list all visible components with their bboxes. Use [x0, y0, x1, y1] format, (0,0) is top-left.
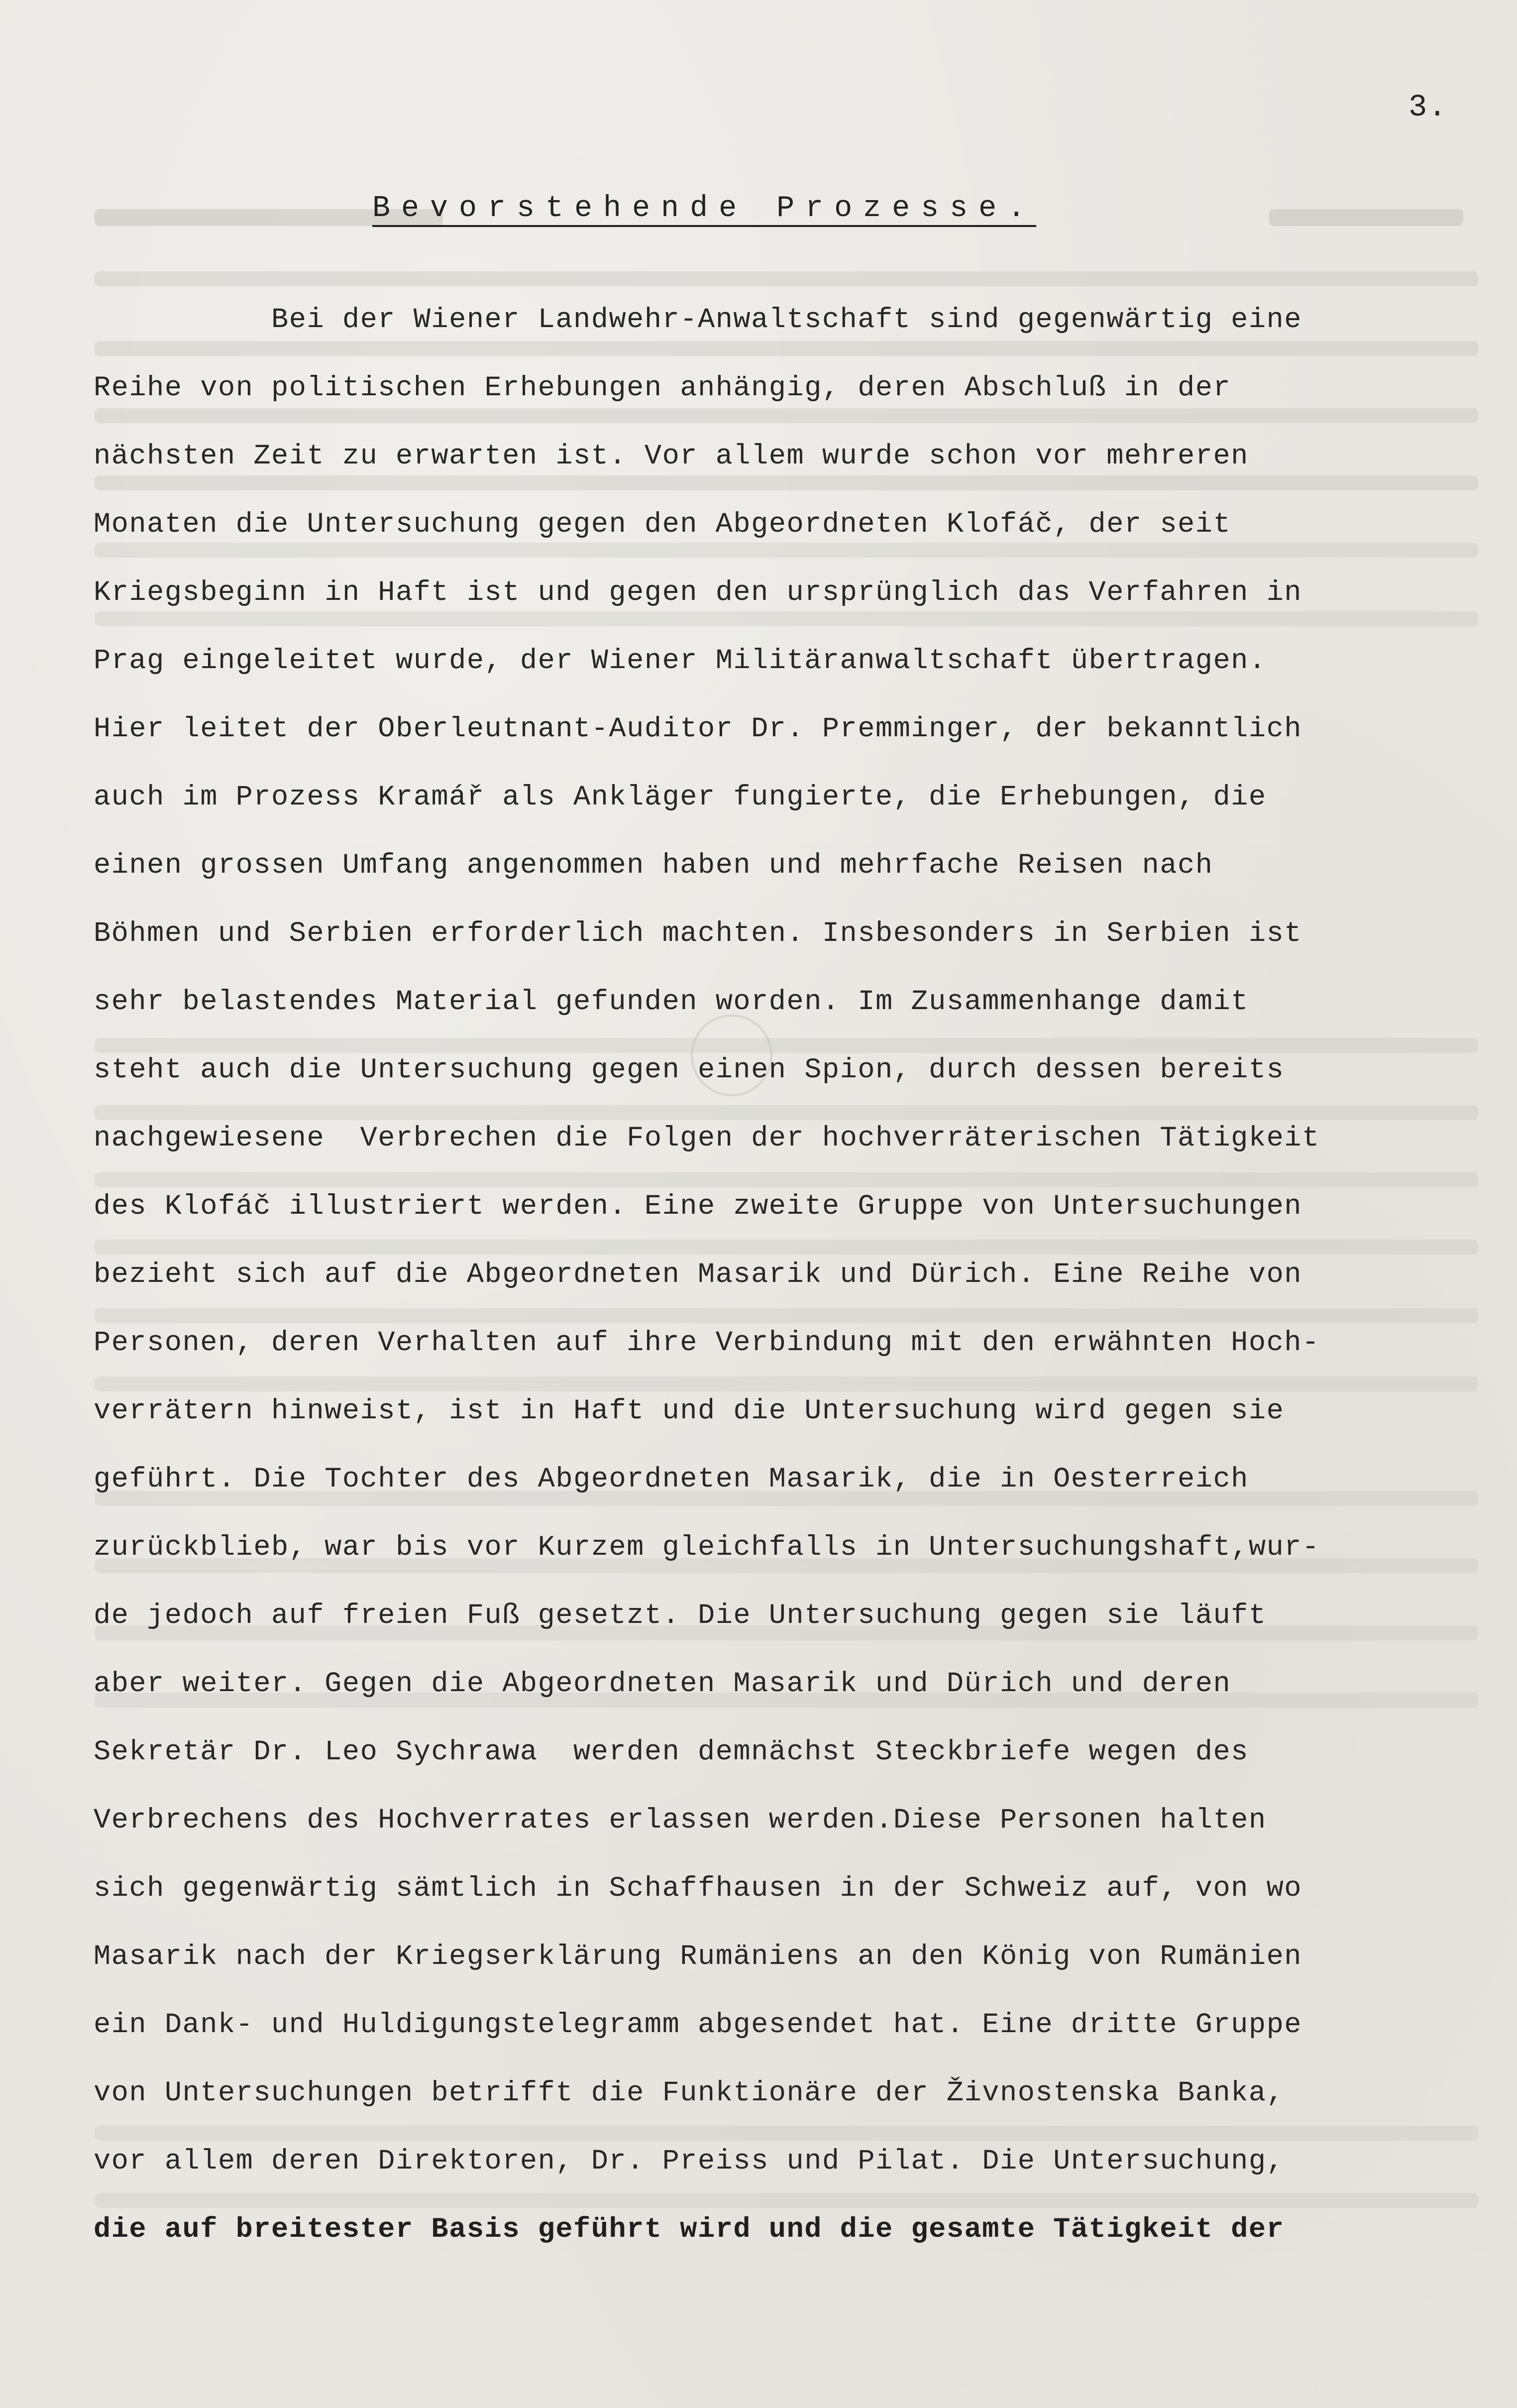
- text-line: Prag eingeleitet wurde, der Wiener Militäranwaltschaft übertragen.: [94, 645, 1267, 677]
- page-number: 3.: [1409, 90, 1448, 125]
- text-line: geführt. Die Tochter des Abgeordneten Masarik, die in Oesterreich: [94, 1464, 1249, 1495]
- text-line: steht auch die Untersuchung gegen einen Spion, durch dessen bereits: [94, 1054, 1285, 1086]
- text-line: Hier leitet der Oberleutnant-Auditor Dr. Premminger, der bekanntlich: [94, 713, 1302, 745]
- text-line: Masarik nach der Kriegserklärung Rumäniens an den König von Rumänien: [94, 1941, 1302, 1973]
- text-line: nächsten Zeit zu erwarten ist. Vor allem wurde schon vor mehreren: [94, 441, 1249, 472]
- text-line: bezieht sich auf die Abgeordneten Masarik und Dürich. Eine Reihe von: [94, 1259, 1302, 1291]
- text-line: die auf breitester Basis geführt wird und die gesamte Tätigkeit der: [94, 2214, 1285, 2246]
- body-text: [94, 286, 1477, 2264]
- text-line: Monaten die Untersuchung gegen den Abgeordneten Klofáč, der seit: [94, 509, 1231, 541]
- text-line: Personen, deren Verhalten auf ihre Verbindung mit den erwähnten Hoch-: [94, 1327, 1320, 1359]
- text-line: von Untersuchungen betrifft die Funktionäre der Živnostenska Banka,: [94, 2077, 1285, 2109]
- text-line: zurückblieb, war bis vor Kurzem gleichfalls in Untersuchungshaft,wur-: [94, 1532, 1320, 1564]
- text-line: Verbrechens des Hochverrates erlassen werden.Diese Personen halten: [94, 1805, 1267, 1836]
- text-line: auch im Prozess Kramář als Ankläger fungierte, die Erhebungen, die: [94, 782, 1267, 813]
- text-line: vor allem deren Direktoren, Dr. Preiss und Pilat. Die Untersuchung,: [94, 2146, 1285, 2178]
- text-line: einen grossen Umfang angenommen haben und mehrfache Reisen nach: [94, 850, 1213, 882]
- text-line: ein Dank- und Huldigungstelegramm abgesendet hat. Eine dritte Gruppe: [94, 2009, 1302, 2041]
- text-line: de jedoch auf freien Fuß gesetzt. Die Untersuchung gegen sie läuft: [94, 1600, 1267, 1632]
- text-line: Böhmen und Serbien erforderlich machten. Insbesonders in Serbien ist: [94, 918, 1302, 950]
- text-line: verrätern hinweist, ist in Haft und die Untersuchung wird gegen sie: [94, 1395, 1285, 1427]
- text-line: aber weiter. Gegen die Abgeordneten Masarik und Dürich und deren: [94, 1668, 1231, 1700]
- text-line: nachgewiesene Verbrechen die Folgen der hochverräterischen Tätigkeit: [94, 1123, 1320, 1154]
- text-line: sich gegenwärtig sämtlich in Schaffhausen in der Schweiz auf, von wo: [94, 1873, 1302, 1905]
- text-line: Kriegsbeginn in Haft ist und gegen den ursprünglich das Verfahren in: [94, 577, 1302, 609]
- text-line: Sekretär Dr. Leo Sychrawa werden demnächst Steckbriefe wegen des: [94, 1736, 1249, 1768]
- text-line: Reihe von politischen Erhebungen anhängig, deren Abschluß in der: [94, 372, 1231, 404]
- text-line: sehr belastendes Material gefunden worden. Im Zusammenhange damit: [94, 986, 1249, 1018]
- text-line: des Klofáč illustriert werden. Eine zweite Gruppe von Untersuchungen: [94, 1191, 1302, 1223]
- text-line: Bei der Wiener Landwehr-Anwaltschaft sind gegenwärtig eine: [94, 304, 1302, 336]
- document-heading: Bevorstehende Prozesse.: [372, 192, 1037, 226]
